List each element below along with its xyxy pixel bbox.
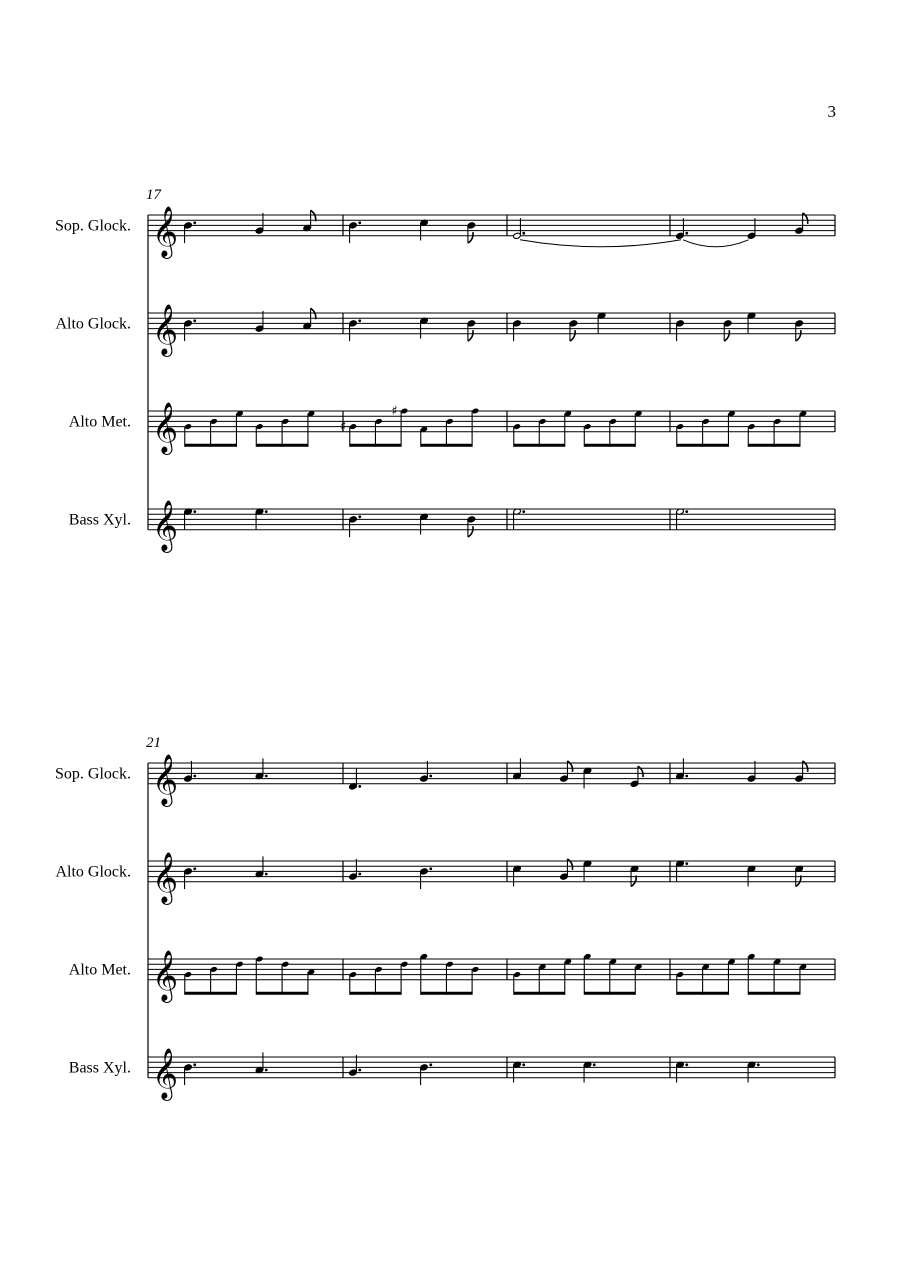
- dot: [193, 319, 196, 322]
- treble-clef-icon: 𝄞: [152, 401, 179, 453]
- note-beam: [421, 444, 472, 447]
- note-beam: [350, 444, 401, 447]
- dot: [429, 775, 432, 778]
- tie: [520, 240, 681, 247]
- dot: [522, 510, 525, 513]
- instrument-name: Sop. Glock.: [55, 217, 131, 235]
- note-beam: [584, 444, 635, 447]
- dot: [358, 515, 361, 518]
- treble-clef-icon: 𝄞: [152, 1047, 179, 1099]
- eighth-flag: [468, 526, 473, 537]
- eighth-flag: [796, 875, 801, 886]
- measure-number: 17: [146, 187, 161, 203]
- dot: [685, 775, 688, 778]
- page-number: 3: [827, 102, 836, 121]
- dot: [193, 775, 196, 778]
- instrument-name: Bass Xyl.: [68, 1059, 131, 1077]
- note-beam: [256, 992, 308, 995]
- note-beam: [185, 992, 237, 995]
- note-beam: [421, 992, 472, 995]
- note-beam: [748, 444, 800, 447]
- dot: [193, 510, 196, 513]
- note-beam: [514, 444, 565, 447]
- treble-clef-icon: 𝄞: [152, 303, 179, 355]
- note-beam: [677, 992, 729, 995]
- eighth-flag: [311, 308, 316, 319]
- sharp-icon: ♯: [340, 419, 347, 435]
- eighth-flag: [570, 330, 575, 341]
- note-beam: [748, 992, 800, 995]
- dot: [685, 232, 688, 235]
- dot: [593, 1063, 596, 1066]
- eighth-flag: [631, 875, 636, 886]
- dot: [685, 862, 688, 865]
- dot: [358, 319, 361, 322]
- dot: [193, 1063, 196, 1066]
- instrument-name: Alto Glock.: [55, 863, 131, 881]
- treble-clef-icon: 𝄞: [152, 205, 179, 257]
- note-beam: [350, 992, 401, 995]
- dot: [358, 221, 361, 224]
- treble-clef-icon: 𝄞: [152, 499, 179, 551]
- dot: [685, 510, 688, 513]
- eighth-flag: [796, 330, 801, 341]
- instrument-name: Sop. Glock.: [55, 765, 131, 783]
- treble-clef-icon: 𝄞: [152, 851, 179, 903]
- note-beam: [185, 444, 237, 447]
- dot: [429, 1063, 432, 1066]
- dot: [265, 873, 268, 876]
- tie: [683, 240, 749, 247]
- note-beam: [677, 444, 729, 447]
- eighth-flag: [468, 330, 473, 341]
- instrument-name: Alto Met.: [68, 413, 131, 431]
- instrument-name: Alto Met.: [68, 961, 131, 979]
- dot: [193, 867, 196, 870]
- dot: [193, 221, 196, 224]
- measure-number: 21: [146, 735, 161, 751]
- eighth-flag: [311, 210, 316, 221]
- dot: [265, 1069, 268, 1072]
- note-beam: [584, 992, 635, 995]
- dot: [265, 510, 268, 513]
- dot: [265, 775, 268, 778]
- instrument-name: Alto Glock.: [55, 315, 131, 333]
- dot: [429, 867, 432, 870]
- dot: [358, 873, 361, 876]
- instrument-name: Bass Xyl.: [68, 511, 131, 529]
- note-beam: [256, 444, 308, 447]
- dot: [522, 232, 525, 235]
- eighth-flag: [724, 330, 729, 341]
- dot: [757, 1063, 760, 1066]
- sharp-icon: ♯: [391, 404, 398, 419]
- treble-clef-icon: 𝄞: [152, 753, 179, 805]
- dot: [522, 1063, 525, 1066]
- dot: [358, 785, 361, 788]
- note-beam: [514, 992, 565, 995]
- treble-clef-icon: 𝄞: [152, 949, 179, 1001]
- dot: [358, 1069, 361, 1072]
- eighth-flag: [468, 232, 473, 243]
- dot: [685, 1063, 688, 1066]
